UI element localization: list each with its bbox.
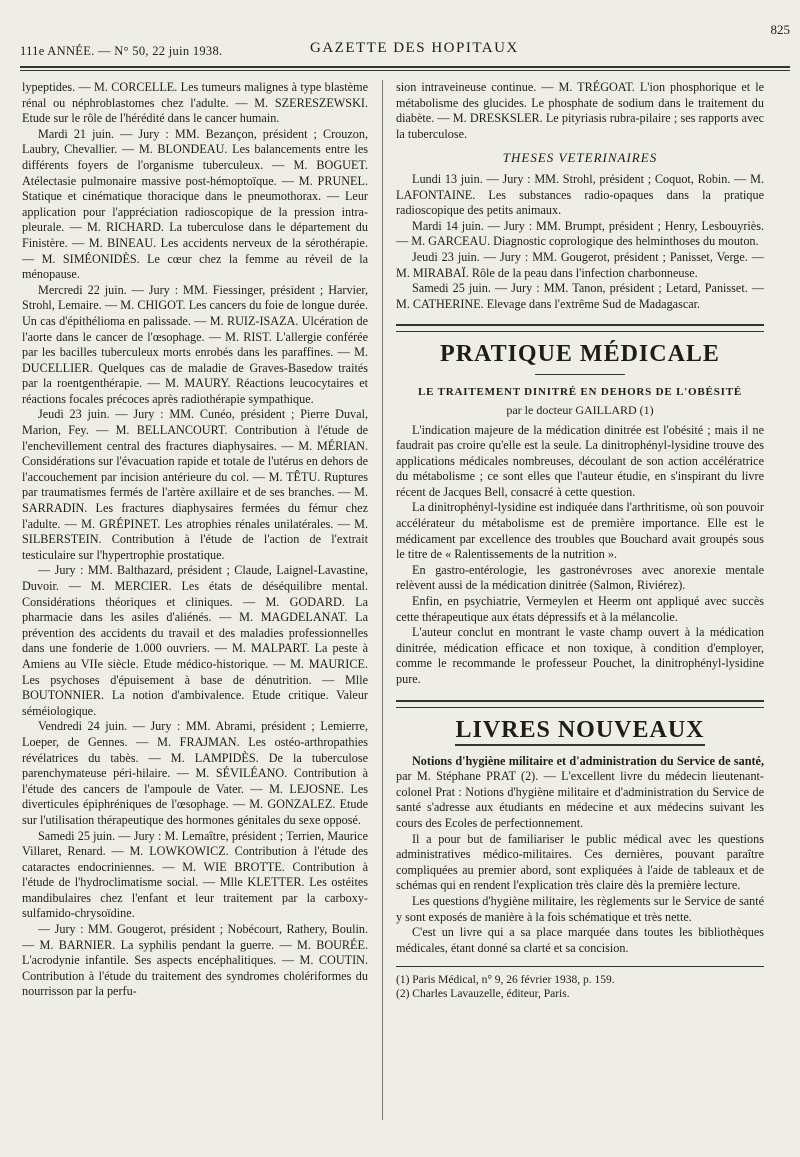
- header-rule: [20, 66, 790, 71]
- paragraph: Lundi 13 juin. — Jury : MM. Strohl, président ; Coquot, Robin. — M. LAFONTAINE. Les substances radio-opaques dans la pratique radioscopique des petits animaux.: [396, 171, 764, 218]
- paragraph: lypeptides. — M. CORCELLE. Les tumeurs malignes à type blastème rénal ou néphroblastomes chez l'adulte. — M. SZERESZEWSKI. Etude sur le rôle de l'hérédité dans le cancer humain.: [22, 80, 368, 126]
- paragraph: Jeudi 23 juin. — Jury : MM. Gougerot, président ; Panisset, Verge. — M. MIRABAÏ. Rôle de la peau dans l'infection charbonneuse.: [396, 249, 764, 280]
- book-review-text: par M. Stéphane PRAT (2). — L'excellent livre du médecin lieutenant-colonel Prat : Notions d'hygiène militaire et d'administration du Service de santé s'adresse aux étudiants en médecine et aux médecins suivant les cours des Ecoles de perfectionnement.: [396, 769, 764, 830]
- footnote: (2) Charles Lavauzelle, éditeur, Paris.: [396, 988, 570, 1001]
- paragraph: La dinitrophényl-lysidine est indiquée dans l'arthritisme, où son pouvoir accélérateur du métabolisme est de première importance. Elle est le médicament par excellence des troubles que Bouchard avait groupés sous le titre de « Ralentissements de la nutrition ».: [396, 500, 764, 562]
- paragraph: — Jury : MM. Balthazard, président ; Claude, Laignel-Lavastine, Duvoir. — M. MERCIER. Les états de déséquilibre mental. Considérations théoriques et cliniques. — M. GODARD. La pharmacie dans les asiles d'aliénés. — M. MAGDELANAT. La prévention des accidents du travail et des maladies professionnelles dans une fonderie de 1.000 ouvriers. — M. MALPART. La peste à Amiens au VIIe siècle. Etude médico-historique. — M. MAURICE. Les psychoses d'épuisement à base de dénutrition. — Mlle BOUTONNIER. La notion d'ambivalence. Etude critique. Valeur séméiologique.: [22, 563, 368, 718]
- title-underline: [535, 374, 625, 375]
- livres-nouveaux-title: LIVRES NOUVEAUX: [455, 717, 704, 746]
- column-divider: [382, 80, 383, 1120]
- page-number: 825: [770, 22, 790, 37]
- section-rule: [396, 324, 764, 332]
- paragraph: Mardi 21 juin. — Jury : MM. Bezançon, président ; Crouzon, Laubry, Chevallier. — M. BLONDEAU. Les balancements entre les différents foyers de l'organisme tuberculeux. — M. BOGUET. Atélectasie pulmonaire massive post-hémoptoïque. — M. PRUNEL. Statique et cinématique thoracique dans le pneumothorax. — Leur application pour l'appréciation radioscopique de la pression intra-pleurale. — M. RICHARD. La tuberculose dans le département du Finistère. — M. BINEAU. Les accidents nerveux de la sérothérapie. — M. SIMÉONIDÈS. Le cœur chez la femme au réveil de la ménopause.: [22, 126, 368, 282]
- footnotes: [396, 966, 764, 1001]
- article-byline: par le docteur GAILLARD (1): [506, 402, 654, 417]
- right-column: [396, 80, 764, 1150]
- paragraph: Samedi 25 juin. — Jury : M. Lemaître, président ; Terrien, Maurice Villaret, Renard. — M. LOWKOWICZ. Contribution à l'étude des cataractes endocriniennes. — M. WIE BROTTE. Contribution à l'étude de l'hydroclimatisme social. — Mlle KLETTER. Les ostéites mandibulaires chez l'enfant et leur traitement par la carboxy-sulfamido-chrysoïdine.: [22, 828, 368, 921]
- paragraph: — Jury : MM. Gougerot, président ; Nobécourt, Rathery, Boulin. — M. BARNIER. La syphilis pendant la guerre. — M. BOURÉE. L'acrodynie infantile. Ses aspects encéphalitiques. — M. COUTIN. Contribution à l'étude du traitement des syndromes cholériformes du nourrisson par la perfu-: [22, 922, 368, 999]
- paragraph: Mardi 14 juin. — Jury : MM. Brumpt, président ; Henry, Lesbouyriès. — M. GARCEAU. Diagnostic coprologique des helminthoses du mouton.: [396, 218, 764, 249]
- paragraph: C'est un livre qui a sa place marquée dans toutes les bibliothèques médicales, étant donné sa clarté et sa concision.: [396, 925, 764, 955]
- paragraph: sion intraveineuse continue. — M. TRÉGOAT. L'ion phosphorique et le métabolisme des glucides. Le phosphate de sodium dans le traitement du diabète. — M. DRESKSLER. Le pityriasis rubra-pilaire ; ses rapports avec la tuberculose.: [396, 80, 764, 141]
- paragraph: Mercredi 22 juin. — Jury : MM. Fiessinger, président ; Harvier, Strohl, Lemaire. — M. CHIGOT. Les cancers du foie de longue durée. Un cas d'épithélioma en palissade. — M. RUIZ-ISAZA. Ulcération de l'aorte dans le cancer de l'œsophage. — M. RIST. L'allergie conférée par les bacilles tuberculeux morts enrobés dans les paraffines. — M. DUCELLIER. Quelques cas de maladie de Graves-Basedow traités par la roentgenthérapie. — M. MAURY. Réactions leucocytaires et réactions focales précoces après radiothérapie sympathique.: [22, 282, 368, 406]
- paragraph: Jeudi 23 juin. — Jury : MM. Cunéo, président ; Pierre Duval, Marion, Fey. — M. BELLANCOURT. Contribution à l'étude de l'enchevillement central des fractures diaphysaires. — M. MÉRIAN. Considérations sur l'évacuation rapide et totale de l'utérus en dehors de l'accouchement par incision antérieure du col. — M. TÊTU. Ruptures par traumatismes fermés de l'artère axillaire et de ses branches. — M. SARRADIN. Les fractures diaphysaires fermées du fémur chez l'adulte. — M. GRÉPINET. Les atrophies rénales unilatérales. — M. SILBERSTEIN. Contribution à l'étude de l'action de l'extrait testiculaire sur l'hypertrophie prostatique.: [22, 407, 368, 562]
- footnote: (1) Paris Médical, n° 9, 26 février 1938, p. 159.: [396, 974, 615, 987]
- paragraph: Enfin, en psychiatrie, Vermeylen et Heerm ont appliqué avec succès cette thérapeutique aux états dépressifs et à la mélancolie.: [396, 594, 764, 624]
- paragraph: En gastro-entérologie, les gastronévroses avec anorexie mentale relèvent aussi de la médication dinitrée (Salmon, Riviérez).: [396, 562, 764, 593]
- left-column: [22, 80, 368, 1150]
- livres-nouveaux-heading: [396, 716, 764, 744]
- paragraph: Samedi 25 juin. — Jury : MM. Tanon, président ; Letard, Panisset. — M. CATHERINE. Elevage dans l'extrême Sud de Madagascar.: [396, 281, 764, 311]
- section-rule: [396, 700, 764, 708]
- article-heading: LE TRAITEMENT DINITRÉ EN DEHORS DE L'OBÉSITÉ: [418, 386, 742, 399]
- paragraph: Il a pour but de familiariser le public médical avec les questions administratives médico-militaires. Ces dernières, pouvant paraître compliquées au premier abord, sont expliquées à l'aide de tableaux et de schémas qui en rendent l'explication très claire dès la première lecture.: [396, 831, 764, 893]
- paragraph: Les questions d'hygiène militaire, les règlements sur le Service de santé y sont exposés de manière à la fois schématique et très nette.: [396, 893, 764, 924]
- pratique-medicale-heading: PRATIQUE MÉDICALE: [440, 341, 720, 368]
- page-header: [20, 22, 790, 66]
- issue-info: 111e ANNÉE. — N° 50, 22 juin 1938.: [20, 44, 223, 58]
- paragraph: [396, 754, 764, 832]
- paragraph: Vendredi 24 juin. — Jury : MM. Abrami, président ; Lemierre, Loeper, de Gennes. — M. FRAJMAN. Les ostéo-arthropathies révélatrices du tabès. — M. LAMPIDÈS. De la tuberculose parenchymateuse péri-hilaire. — M. SÉVILÉANO. Contribution à l'étude des cancers de l'ampoule de Vater. — M. LEJOSNE. Les diverticules épiphréniques de l'œsophage. — M. GONZALEZ. Etude sur l'utilisation thérapeutique des hormones génitales du sexe opposé.: [22, 719, 368, 827]
- book-title: Notions d'hygiène militaire et d'administration du Service de santé,: [412, 753, 764, 768]
- paragraph: L'auteur conclut en montrant le vaste champ ouvert à la médication dinitrée, médication efficace et non toxique, à condition d'employer, comme le recommande le professeur Pouchet, la dinitrophényl-lysidine pure.: [396, 625, 764, 686]
- theses-veterinaires-heading: THESES VETERINAIRES: [502, 150, 658, 166]
- paragraph: L'indication majeure de la médication dinitrée est l'obésité ; mais il ne faudrait pas croire qu'elle est la seule. La dinitrophényl-lysidine trouve des applications médicales nombreuses, découlant de son action accélératrice du métabolisme ; ce sont elles que l'auteur étudie, en s'inspirant du livre récent de Jacques Bell, consacré à cette question.: [396, 422, 764, 499]
- journal-title: GAZETTE DES HOPITAUX: [310, 40, 519, 56]
